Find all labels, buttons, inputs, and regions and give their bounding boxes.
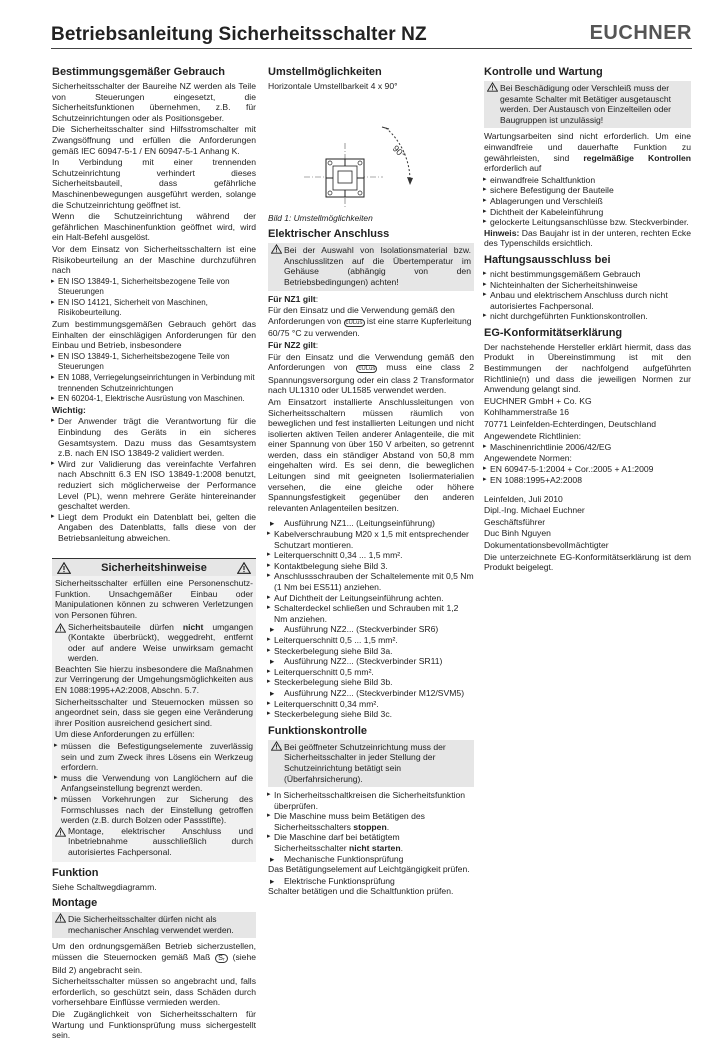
subtitle: Horizontale Umstellbarkeit 4 x 90° (268, 81, 398, 91)
ul-mark: cULus (345, 319, 363, 326)
figure-caption: Bild 1: Umstellmöglichkeiten (268, 212, 373, 223)
dimension-symbol: Sᵣ (215, 954, 227, 963)
list-item: ▸ Nichteinhalten der Sicherheitshinweise (484, 280, 691, 291)
paragraph: Wartungsarbeiten sind nicht erforderlich. Um eine einwandfreie und dauerhafte Funktion zu gewährleisten, sind regelmäßige Kontrollen erforderlich auf (484, 131, 691, 174)
safety-box (52, 576, 256, 861)
list-item: ▸ EN 1088, Verriegelungseinrichtungen in Verbindung mit trennenden Schutzeinrichtungen (52, 373, 256, 394)
signature-line: Geschäftsführer (484, 516, 546, 527)
paragraph: Wenn die Schutzeinrichtung während der gefährlichen Maschinenfunktion geöffnet wird, wird ein Halt-Befehl ausgelöst. (52, 211, 256, 243)
requirements-list (52, 352, 256, 405)
warning-note: Die Sicherheitsschalter dürfen nicht als mechanischer Anschlag verwendet werden. (52, 912, 256, 938)
variant-heading: ▸ Ausführung NZ2... (Steckverbinder SR6) (270, 624, 439, 635)
list-item: ▸ einwandfreie Schaltfunktion (484, 175, 691, 186)
heading-kontrolle-und-wartung: Kontrolle und Wartung (484, 66, 603, 78)
safety-title: Sicherheitshinweise (101, 561, 207, 574)
directives-label: Angewendete Richtlinien: (484, 430, 581, 441)
paragraph: Sicherheitsschalter müssen so angebracht und, falls erforderlich, so geschützt sein, dass Schäden durch vorhersehbare Einflüsse vermieden werden. (52, 976, 256, 1008)
list-item: ▸ Anschlussschrauben der Schaltelemente mit 0,5 Nm (1 Nm bei ES511) anziehen. (268, 571, 474, 592)
liability-list (484, 269, 691, 322)
list-item: ▸ EN 1088:1995+A2:2008 (484, 475, 691, 486)
paragraph: Hinweis: Das Baujahr ist in der unteren, rechten Ecke des Typenschilds ersichtlich. (484, 227, 691, 249)
standards-label: Angewendete Normen: (484, 452, 572, 463)
list-item: ▸ Leiterquerschnitt 0,5 mm². (268, 667, 474, 678)
list-item: ▸ EN ISO 13849-1, Sicherheitsbezogene Teile von Steuerungen (52, 352, 256, 373)
signature-line: Dipl.-Ing. Michael Euchner (484, 505, 585, 516)
variant-heading: ▸ Ausführung NZ2... (Steckverbinder SR11) (270, 656, 443, 667)
brand-logo: EUCHNER (589, 22, 692, 44)
important-label: Wichtig: (52, 404, 86, 415)
document-title: Betriebsanleitung Sicherheitsschalter NZ (51, 24, 427, 45)
paragraph: Die Sicherheitsschalter sind Hilfsstromschalter mit Zwangsöffnung und erfüllen die Anforderungen gemäß IEC 60947-5-1 / EN 60947-5-1 Anhang K. (52, 124, 256, 156)
heading-funktionskontrolle: Funktionskontrolle (268, 724, 367, 737)
paragraph: Für den Einsatz und die Verwendung gemäß den Anforderungen von cULus ist eine starre Kupferleitung 60/75 °C zu verwenden. (268, 305, 472, 339)
list-item: ▸ Wird zur Validierung das vereinfachte Verfahren nach Abschnitt 6.3 EN ISO 13849-1:2008 benutzt, reduziert sich möglicherweise der Performance Level (PL), wenn mehrere Geräte hintereinander geschaltet werden. (52, 459, 256, 512)
ul-mark: cULus (358, 366, 376, 373)
directives-list (484, 442, 691, 453)
list-item: ▸ Steckerbelegung siehe Bild 3b. (268, 677, 474, 688)
variant-heading: ▸ Ausführung NZ1... (Leitungseinführung) (270, 518, 435, 529)
warning-note: Sicherheitsbauteile dürfen nicht umgangen (Kontakte überbrückt), weggedreht, entfernt oder auf andere Weise unwirksam gemacht werden. (55, 622, 253, 664)
paragraph: Die Zugänglichkeit von Sicherheitsschaltern für Wartung und Funktionsprüfung muss sichergestellt sein. (52, 1008, 256, 1041)
page-header (51, 20, 692, 48)
switch-rotation-diagram (268, 93, 474, 213)
paragraph: Das Betätigungselement auf Leichtgängigkeit prüfen. (268, 864, 470, 875)
address-line: Kohlhammerstraße 16 (484, 407, 570, 418)
paragraph: Sicherheitsschalter der Baureihe NZ werden als Teile von Steuerungen eingesetzt, die Sicherheitsfunktionen übernehmen, z.B. für Schutzeinrichtungen oder als Positionsgeber. (52, 81, 256, 123)
warning-note: Bei geöffneter Schutzeinrichtung muss der Sicherheitsschalter in jeder Stellung der Schutzeinrichtung betätigt sein (Überfahrsicherung). (268, 740, 474, 787)
list-item: ▸ gelockerte Leitungsanschlüsse bzw. Steckverbinder. (484, 217, 691, 228)
heading-eg-konformitaetserklaerung: EG-Konformitätserklärung (484, 326, 623, 339)
heading-elektrischer-anschluss: Elektrischer Anschluss (268, 228, 390, 241)
list-item: ▸ Liegt dem Produkt ein Datenblatt bei, gelten die Angaben des Datenblatts, falls diese von der Betriebsanleitung abweichen. (52, 512, 256, 544)
paragraph: Beachten Sie hierzu insbesondere die Maßnahmen zur Verringerung der Umgehungsmöglichkeiten aus EN 1088:1995+A2:2008, Abschn. 5.7. (55, 663, 253, 696)
warning-note: Bei Beschädigung oder Verschleiß muss der gesamte Schalter mit Betätiger ausgetauscht werden. Der Austausch von Einzelteilen oder Baugruppen ist unzulässig! (484, 81, 691, 128)
nz2-heading: Für NZ2 gilt: (268, 339, 319, 350)
warning-icon (55, 913, 66, 926)
maintenance-list (484, 175, 691, 228)
signature-line: Dokumentationsbevollmächtigter (484, 539, 609, 550)
list-item: ▸ Anbau und elektrischem Anschluss durch nicht autorisiertes Fachpersonal. (484, 290, 691, 311)
list-item: ▸ Ablagerungen und Verschleiß (484, 196, 691, 207)
list-item: ▸ Leiterquerschnitt 0,5 ... 1,5 mm². (268, 635, 474, 646)
variant-heading: ▸ Ausführung NZ2... (Steckverbinder M12/SVM5) (270, 687, 465, 698)
paragraph: In Verbindung mit einer trennenden Schutzeinrichtung verhindert dieses Sicherheitsbauteil, dass gefährliche Maschinenbewegungen ausgeführt werden, solange die Schutzeinrichtung geöffnet ist. (52, 157, 256, 210)
list-item: ▸ Kabelverschraubung M20 x 1,5 mit entsprechender Schutzart montieren. (268, 529, 474, 550)
list-item: ▸ Steckerbelegung siehe Bild 3a. (268, 646, 474, 657)
signature-line: Leinfelden, Juli 2010 (484, 493, 563, 504)
paragraph: Zum bestimmungsgemäßen Gebrauch gehört das Einhalten der einschlägigen Anforderungen für den Einbau und Betrieb, insbesondere (52, 319, 256, 351)
heading-montage: Montage (52, 897, 98, 910)
measures-list (55, 741, 253, 826)
list-item: ▸ muss die Verwendung von Langlöchern auf die Anfangseinstellung begrenzt werden. (55, 773, 253, 794)
column-right (484, 62, 691, 574)
list-item: ▸ sichere Befestigung der Bauteile (484, 185, 691, 196)
sr11-list (268, 667, 474, 688)
paragraph: Für den Einsatz und die Verwendung gemäß den Anforderungen von cULus muss eine class 2 Spannungsversorgung oder ein class 2 Transformator nach UL1310 oder UL1585 verwendet werden. (268, 351, 474, 396)
list-item: ▸ EN 60947-5-1:2004 + Cor.:2005 + A1:2009 (484, 464, 691, 475)
list-item: ▸ EN ISO 13849-1, Sicherheitsbezogene Teile von Steuerungen (52, 277, 256, 298)
warning-icon (271, 741, 282, 754)
paragraph: Schalter betätigen und die Schaltfunktion prüfen. (268, 886, 454, 897)
paragraph: Vor dem Einsatz von Sicherheitsschaltern ist eine Risikobeurteilung an der Maschine durchzuführen nach (52, 243, 256, 276)
warning-icon (57, 562, 71, 577)
paragraph: Am Einsatzort installierte Anschlussleitungen von Sicherheitsschaltern müssen räumlich von beweglichen und fest installierten Leitungen und nicht isolierten aktiven Teilen anderer Anlagenteile, die mit einer Spannung von über 150 V arbeiten, so getrennt werden, dass ein ständiger Abstand von 50,8 mm eingehalten wird. Es sei denn, die beweglichen Leitungen sind mit geeigneten Isoliermaterialien versehen, die eine gleiche oder höhere Spannungsfestigkeit gegenüber den anderen relevanten Anlagenteilen besitzen. (268, 396, 474, 513)
warning-note: Bei der Auswahl von Isolationsmaterial bzw. Anschlusslitzen auf die Übertemperatur im Gehäuse (abhängig von den Betriebsbedingungen) achten! (268, 243, 474, 290)
applied-standards-list (484, 464, 691, 485)
list-item: ▸ Maschinenrichtlinie 2006/42/EG (484, 442, 691, 453)
header-rule (51, 48, 692, 49)
sr6-list (268, 635, 474, 656)
list-item: ▸ Schalterdeckel schließen und Schrauben mit 1,2 Nm anziehen. (268, 603, 474, 624)
list-item: ▸ Dichtheit der Kabeleinführung (484, 207, 691, 218)
standards-list (52, 277, 256, 319)
function-check-list (268, 790, 474, 854)
list-item: ▸ müssen Vorkehrungen zur Sicherung des Formschlusses nach der Einstellung getroffen werden (z.B. durch Bolzen oder Passstifte). (55, 794, 253, 826)
check-heading: ▸ Elektrische Funktionsprüfung (270, 875, 395, 886)
list-item: ▸ nicht bestimmungsgemäßem Gebrauch (484, 269, 691, 280)
check-heading: ▸ Mechanische Funktionsprüfung (270, 853, 404, 864)
list-item: ▸ Die Maschine muss beim Betätigen des Sicherheitsschalters stoppen. (268, 811, 474, 832)
heading-haftungsausschluss: Haftungsausschluss bei (484, 253, 611, 266)
paragraph: Sicherheitsschalter und Steuernocken müssen so angeordnet sein, dass sie gegen eine Veränderung ihrer Position ausreichend gesichert sind. (55, 696, 253, 728)
important-list (52, 416, 256, 543)
paragraph: Siehe Schaltwegdiagramm. (52, 881, 157, 892)
list-item: ▸ EN ISO 14121, Sicherheit von Maschinen, Risikobeurteilung. (52, 298, 256, 319)
paragraph: Die unterzeichnete EG-Konformitätserklärung ist dem Produkt beigelegt. (484, 551, 691, 573)
address-line: 70771 Leinfelden-Echterdingen, Deutschland (484, 419, 657, 430)
angle-label: 90° (390, 142, 408, 160)
column-left (52, 62, 256, 1042)
warning-icon (487, 82, 498, 95)
warning-icon (237, 562, 251, 577)
rotation-drawing (268, 93, 474, 213)
heading-funktion: Funktion (52, 866, 99, 879)
column-middle (268, 62, 474, 898)
address-line: EUCHNER GmbH + Co. KG (484, 395, 592, 406)
list-item: ▸ nicht durchgeführten Funktionskontrollen. (484, 311, 691, 322)
list-item: ▸ Kontaktbelegung siehe Bild 3. (268, 561, 474, 572)
paragraph: Um diese Anforderungen zu erfüllen: (55, 729, 195, 740)
warning-icon (55, 827, 66, 840)
list-item: ▸ Leiterquerschnitt 0,34 mm². (268, 699, 474, 710)
list-item: ▸ Auf Dichtheit der Leitungseinführung achten. (268, 593, 474, 604)
paragraph: Sicherheitsschalter erfüllen eine Personenschutz-Funktion. Unsachgemäßer Einbau oder Manipulationen können zu schweren Verletzungen von Personen führen. (55, 578, 253, 620)
list-item: ▸ In Sicherheitsschaltkreisen die Sicherheitsfunktion überprüfen. (268, 790, 474, 811)
nz1-list (268, 529, 474, 624)
signature-line: Duc Binh Nguyen (484, 528, 551, 539)
warning-icon (271, 244, 282, 257)
list-item: ▸ Leiterquerschnitt 0,34 ... 1,5 mm². (268, 550, 474, 561)
list-item: ▸ Der Anwender trägt die Verantwortung für die Einbindung des Geräts in ein sicheres Gesamtsystem. Dazu muss das Gesamtsystem z.B. nach EN ISO 13849-2 validiert werden. (52, 416, 256, 458)
warning-icon (55, 623, 66, 636)
paragraph: Der nachstehende Hersteller erklärt hiermit, dass das Produkt in Übereinstimmung ist mit den Bestimmungen der nachfolgend aufgeführten Richtlinie(n) und dass die jeweiligen Normen zur Anwendung gelangt sind. (484, 341, 691, 395)
list-item: ▸ Die Maschine darf bei betätigtem Sicherheitsschalter nicht starten. (268, 832, 474, 853)
safety-box-header (52, 558, 256, 577)
nz1-heading: Für NZ1 gilt: (268, 293, 319, 304)
list-item: ▸ müssen die Befestigungselemente zuverlässig sein und zum Zweck ihres Lösens ein Werkzeug erfordern. (55, 741, 253, 773)
list-item: ▸ EN 60204-1, Elektrische Ausrüstung von Maschinen. (52, 394, 256, 405)
m12-list (268, 699, 474, 720)
paragraph: Um den ordnungsgemäßen Betrieb sicherzustellen, müssen die Steuernocken gemäß Maß Sᵣ (siehe Bild 2) angebracht sein. (52, 941, 256, 975)
heading-umstellmoeglichkeiten: Umstellmöglichkeiten (268, 66, 382, 78)
warning-note: Montage, elektrischer Anschluss und Inbetriebnahme ausschließlich durch autorisiertes Fachpersonal. (55, 826, 253, 858)
heading-bestimmungsgemaesser-gebrauch: Bestimmungsgemäßer Gebrauch (52, 66, 225, 78)
list-item: ▸ Steckerbelegung siehe Bild 3c. (268, 709, 474, 720)
